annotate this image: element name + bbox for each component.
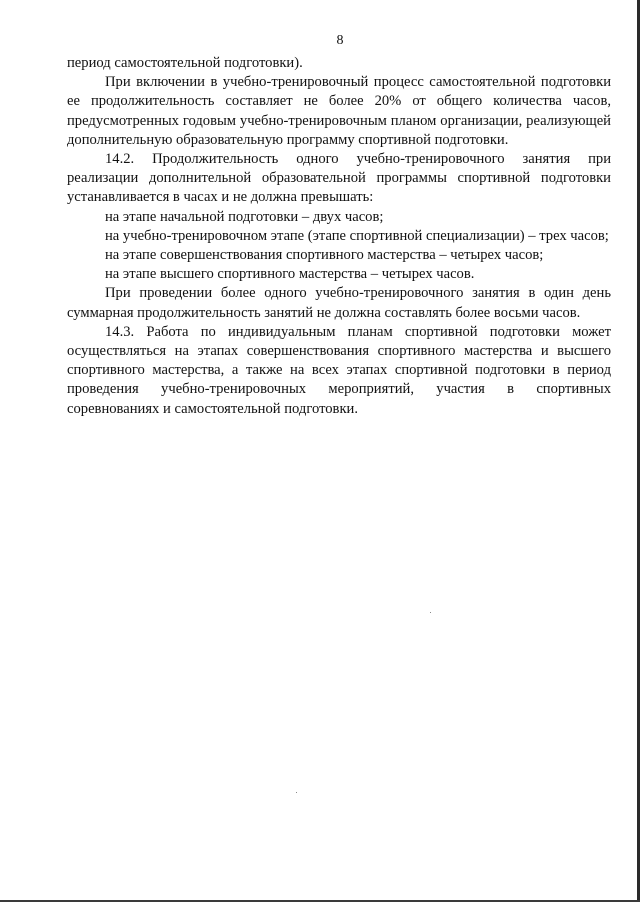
paragraph-daily-limit: При проведении более одного учебно-тренировочного занятия в один день суммарная продолжительность занятий не должна составлять более восьми часов.: [67, 285, 611, 321]
list-item-higher-mastery-stage: на этапе высшего спортивного мастерства – четырех часов.: [105, 266, 475, 283]
paragraph-14-3: 14.3. Работа по индивидуальным планам спортивной подготовки может осуществляться на этапах совершенствования спортивного мастерства и высшего спортивного мастерства, а также на всех этапах спортивной подготовки в период проведения учебно-тренировочных мероприятий, участия в спортивных соревнованиях и самостоятельной подготовки.: [67, 323, 611, 417]
scan-speck: [296, 792, 297, 793]
list-item-improvement-stage: на этапе совершенствования спортивного мастерства – четырех часов;: [105, 247, 544, 264]
list-item-initial-stage: на этапе начальной подготовки – двух часов;: [105, 208, 384, 225]
scan-speck: [430, 612, 431, 613]
paragraph-14-2: 14.2. Продолжительность одного учебно-тренировочного занятия при реализации дополнительной образовательной программы спортивной подготовки устанавливается в часах и не должна превышать:: [67, 151, 611, 206]
paragraph-continuation: период самостоятельной подготовки).: [67, 55, 303, 71]
paragraph-self-training-duration: При включении в учебно-тренировочный процесс самостоятельной подготовки ее продолжительность составляет не более 20% от общего количества часов, предусмотренных годовым учебно-тренировочным планом организации, реализующей дополнительную образовательную программу спортивной подготовки.: [67, 74, 611, 148]
document-body: [67, 54, 611, 419]
list-item-training-stage: на учебно-тренировочном этапе (этапе спортивной специализации) – трех часов;: [105, 227, 609, 244]
page-number: 8: [336, 33, 344, 48]
